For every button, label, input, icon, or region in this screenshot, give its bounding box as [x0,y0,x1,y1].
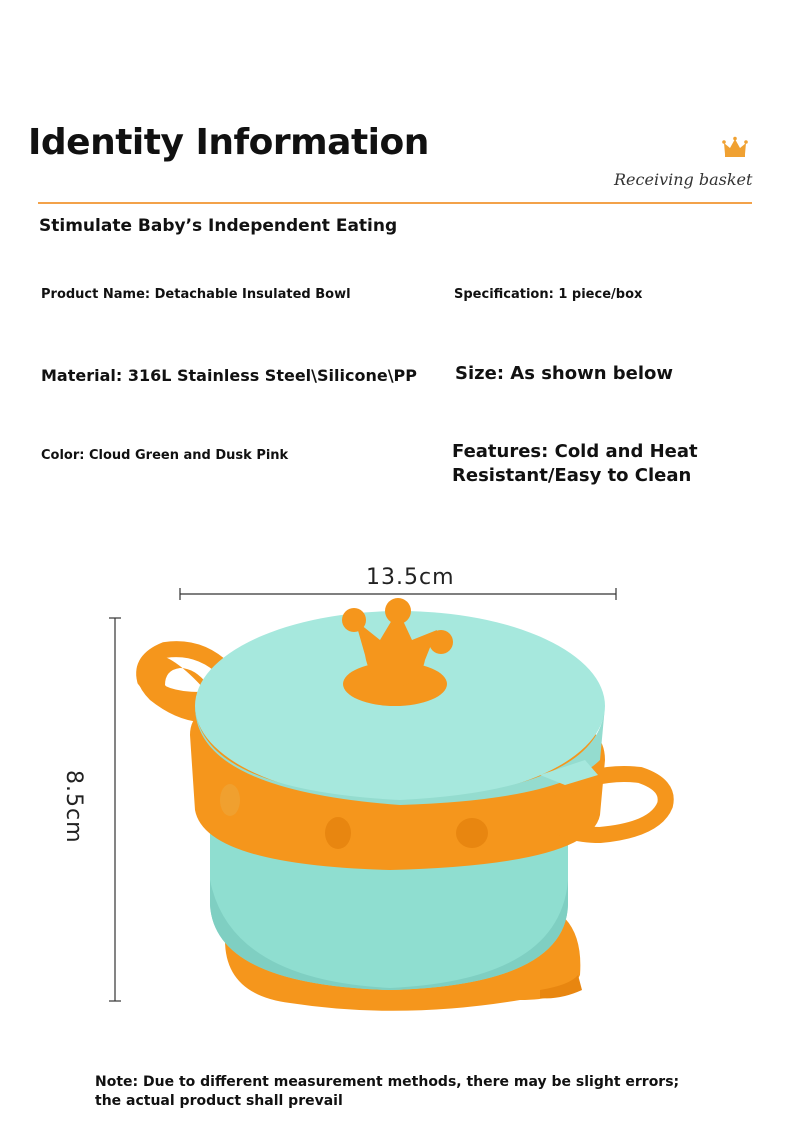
color-text: Color: Cloud Green and Dusk Pink [41,448,289,463]
features-text: Features: Cold and Heat Resistant/Easy to Clean [452,441,698,486]
width-dimension-label: 13.5cm [366,565,455,590]
bowl-illustration [0,540,790,1060]
page-title: Identity Information [28,122,429,163]
crown-icon [722,136,748,158]
size-text: Size: As shown below [455,363,674,384]
product-name-text: Product Name: Detachable Insulated Bowl [41,287,351,302]
material-text: Material: 316L Stainless Steel\Silicone\PP [41,366,417,385]
divider [38,202,752,204]
subtitle: Stimulate Baby’s Independent Eating [39,216,398,236]
specification-text: Specification: 1 piece/box [454,287,643,302]
height-dimension-label: 8.5cm [61,770,86,844]
script-label: Receiving basket [614,170,753,189]
note-text: Note: Due to different measurement methods, there may be slight errors; the actual product shall prevail [95,1074,680,1109]
